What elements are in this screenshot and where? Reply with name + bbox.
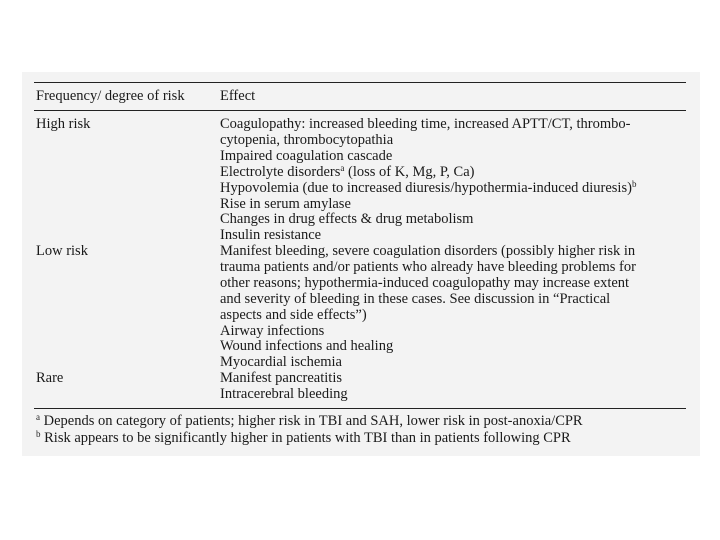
table-top-rule <box>34 82 686 83</box>
footnote-mark-a: a <box>340 162 345 173</box>
effect-line: Impaired coagulation cascade <box>220 147 393 164</box>
footnote-a-mark: a <box>36 412 40 422</box>
effect-line: and severity of bleeding in these cases. See discussion in “Practical <box>220 290 611 307</box>
effects-low-risk <box>220 244 690 371</box>
effect-line: Myocardial ischemia <box>220 354 342 371</box>
category-rare: Rare <box>36 370 64 386</box>
header-bottom-rule <box>34 110 686 111</box>
header-effect: Effect <box>220 88 256 104</box>
effect-line: other reasons; hypothermia-induced coagulopathy may increase extent <box>220 274 630 291</box>
category-high-risk: High risk <box>36 116 91 132</box>
effect-line-electrolyte <box>220 162 690 181</box>
effect-line: Insulin resistance <box>220 227 322 244</box>
table-image-panel <box>22 72 700 456</box>
effect-line: cytopenia, thrombocytopathia <box>220 131 394 148</box>
effect-line: Rise in serum amylase <box>220 195 351 212</box>
effect-text: Electrolyte disorders <box>220 163 341 180</box>
effect-line: Manifest pancreatitis <box>220 370 342 386</box>
effect-line: Manifest bleeding, severe coagulation disorders (possibly higher risk in <box>220 243 636 259</box>
effect-text: (loss of K, Mg, P, Ca) <box>344 163 475 180</box>
effect-line: Airway infections <box>220 322 325 339</box>
effect-text: Hypovolemia (due to increased diuresis/hypothermia-induced diuresis) <box>220 179 632 196</box>
footnote-b <box>36 430 571 446</box>
effect-line: Wound infections and healing <box>220 338 394 355</box>
effect-line: aspects and side effects”) <box>220 306 367 323</box>
footnote-a <box>36 413 583 429</box>
effects-high-risk <box>220 117 690 244</box>
footnote-b-mark: b <box>36 429 41 439</box>
effects-rare <box>220 371 690 403</box>
category-low-risk: Low risk <box>36 243 88 259</box>
header-frequency: Frequency/ degree of risk <box>36 88 185 104</box>
effect-line: trauma patients and/or patients who already have bleeding problems for <box>220 258 636 275</box>
footnote-b-text: Risk appears to be significantly higher in patients with TBI than in patients following CPR <box>40 430 571 446</box>
effect-line: Coagulopathy: increased bleeding time, increased APTT/CT, thrombo- <box>220 116 631 132</box>
effect-line: Changes in drug effects & drug metabolism <box>220 211 474 228</box>
footnote-a-text: Depends on category of patients; higher risk in TBI and SAH, lower risk in post-anoxia/CPR <box>40 413 583 429</box>
table-bottom-rule <box>34 408 686 409</box>
footnote-mark-b: b <box>631 178 637 189</box>
effect-line-hypovolemia <box>220 178 690 197</box>
effect-line: Intracerebral bleeding <box>220 385 348 402</box>
